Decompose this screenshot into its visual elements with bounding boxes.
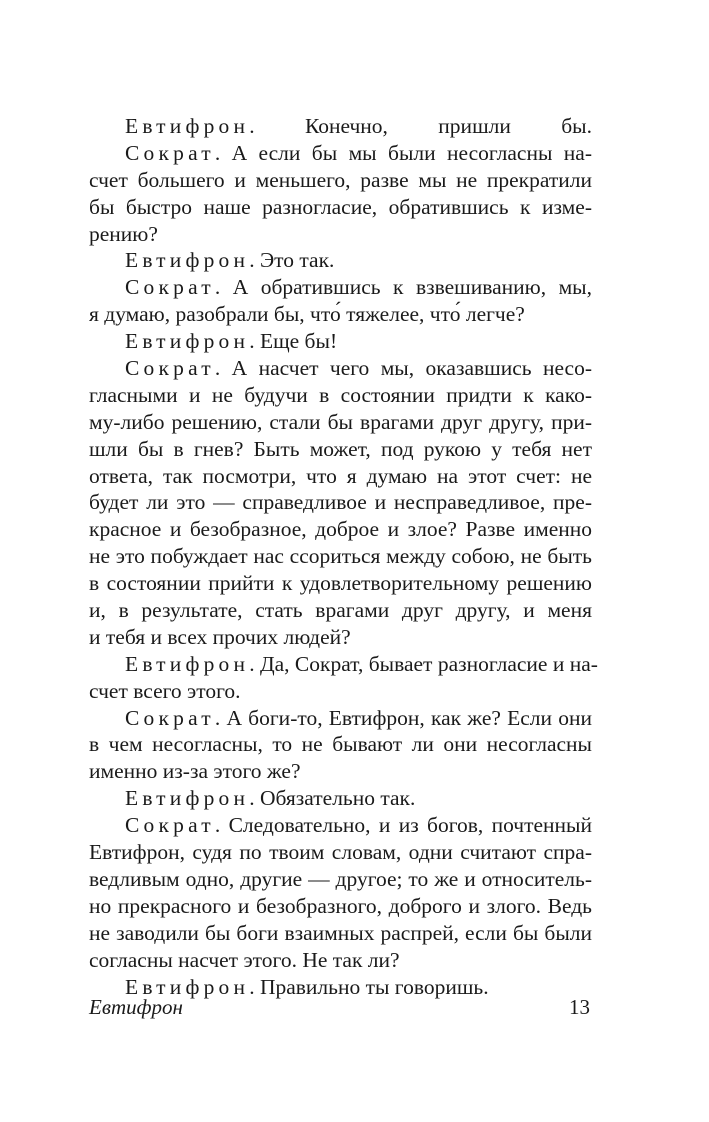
text-line xyxy=(89,274,592,301)
speaker-name: Евтифрон xyxy=(125,329,250,354)
text-line: и тебя и всех прочих людей? xyxy=(89,624,351,649)
text-line: Евтифрон, судя по твоим словам, одни считают спра- xyxy=(89,840,592,865)
text-line: счет большего и меньшего, разве мы не прекратили xyxy=(89,167,592,192)
text-line: в чем несогласны, то не бывают ли они несогласны xyxy=(89,732,592,757)
text-line: ответа, так посмотри, что я думаю на этот счет: не xyxy=(89,463,592,488)
text-line: счет всего этого. xyxy=(89,678,241,703)
text-line xyxy=(89,651,598,678)
text-line: я думаю, разобрали бы, что́ тяжелее, что́ легче? xyxy=(89,302,525,327)
dialogue-text xyxy=(89,113,598,1000)
text-line xyxy=(89,328,592,355)
speaker-name: Евтифрон xyxy=(125,651,250,676)
text-line: именно из-за этого же? xyxy=(89,759,301,784)
text-line: бы быстро наше разногласие, обратившись к изме- xyxy=(89,194,592,219)
speaker-name: Евтифрон xyxy=(125,786,250,811)
line-text: . А насчет чего мы, оказавшись несо- xyxy=(214,356,592,381)
line-text: . А боги-то, Евтифрон, как же? Если они xyxy=(214,705,592,730)
text-line: шли бы в гнев? Быть может, под рукою у тебя нет xyxy=(89,436,592,461)
speaker-name: Евтифрон xyxy=(125,114,250,138)
line-text: . Еще бы! xyxy=(249,329,338,354)
text-line: и, в результате, стать врагами друг другу, и меня xyxy=(89,598,592,623)
text-line: красное и безобразное, доброе и злое? Разве именно xyxy=(89,517,592,542)
line-text: . Обязательно так. xyxy=(249,786,416,811)
text-line: не заводили бы боги взаимных распрей, если бы были xyxy=(89,920,592,945)
text-line: гласными и не будучи в состоянии придти к како- xyxy=(89,382,592,407)
text-line xyxy=(89,140,592,167)
line-text: . Следовательно, и из богов, почтенный xyxy=(214,813,592,838)
speaker-name: Сократ xyxy=(125,140,215,165)
line-text: . Правильно ты говоришь. xyxy=(249,974,489,999)
line-text: . Да, Сократ, бывает разногласие и на- xyxy=(249,651,598,676)
text-line: не это побуждает нас ссориться между собою, не быть xyxy=(89,544,592,569)
text-line: согласны насчет этого. Не так ли? xyxy=(89,947,400,972)
text-line xyxy=(89,785,592,812)
text-line: му-либо решению, стали бы врагами друг другу, при- xyxy=(89,409,592,434)
speaker-name: Сократ xyxy=(125,705,215,730)
speaker-name: Евтифрон xyxy=(125,974,250,999)
line-text: . А если бы мы были несогласны на- xyxy=(214,140,592,165)
speaker-name: Сократ xyxy=(125,356,215,381)
text-line: рению? xyxy=(89,221,158,246)
text-line xyxy=(89,113,592,140)
text-line: в состоянии прийти к удовлетворительному решению xyxy=(89,571,592,596)
line-text: . А обратившись к взвешиванию, мы, xyxy=(214,275,592,300)
text-line: будет ли это — справедливое и несправедливое, пре- xyxy=(89,490,592,515)
line-text: . Это так. xyxy=(249,248,335,273)
text-line: но прекрасного и безобразного, доброго и злого. Ведь xyxy=(89,893,592,918)
running-footer-title: Евтифрон xyxy=(89,995,183,1019)
line-text: . Конечно, пришли бы. xyxy=(249,114,592,138)
text-line xyxy=(89,247,592,274)
text-line xyxy=(89,812,592,839)
text-line xyxy=(89,355,592,382)
text-line: ведливым одно, другие — другое; то же и относитель- xyxy=(89,866,592,891)
page-number: 13 xyxy=(569,995,590,1019)
text-line xyxy=(89,705,592,732)
speaker-name: Сократ xyxy=(125,813,215,838)
speaker-name: Сократ xyxy=(125,275,215,300)
speaker-name: Евтифрон xyxy=(125,248,250,273)
